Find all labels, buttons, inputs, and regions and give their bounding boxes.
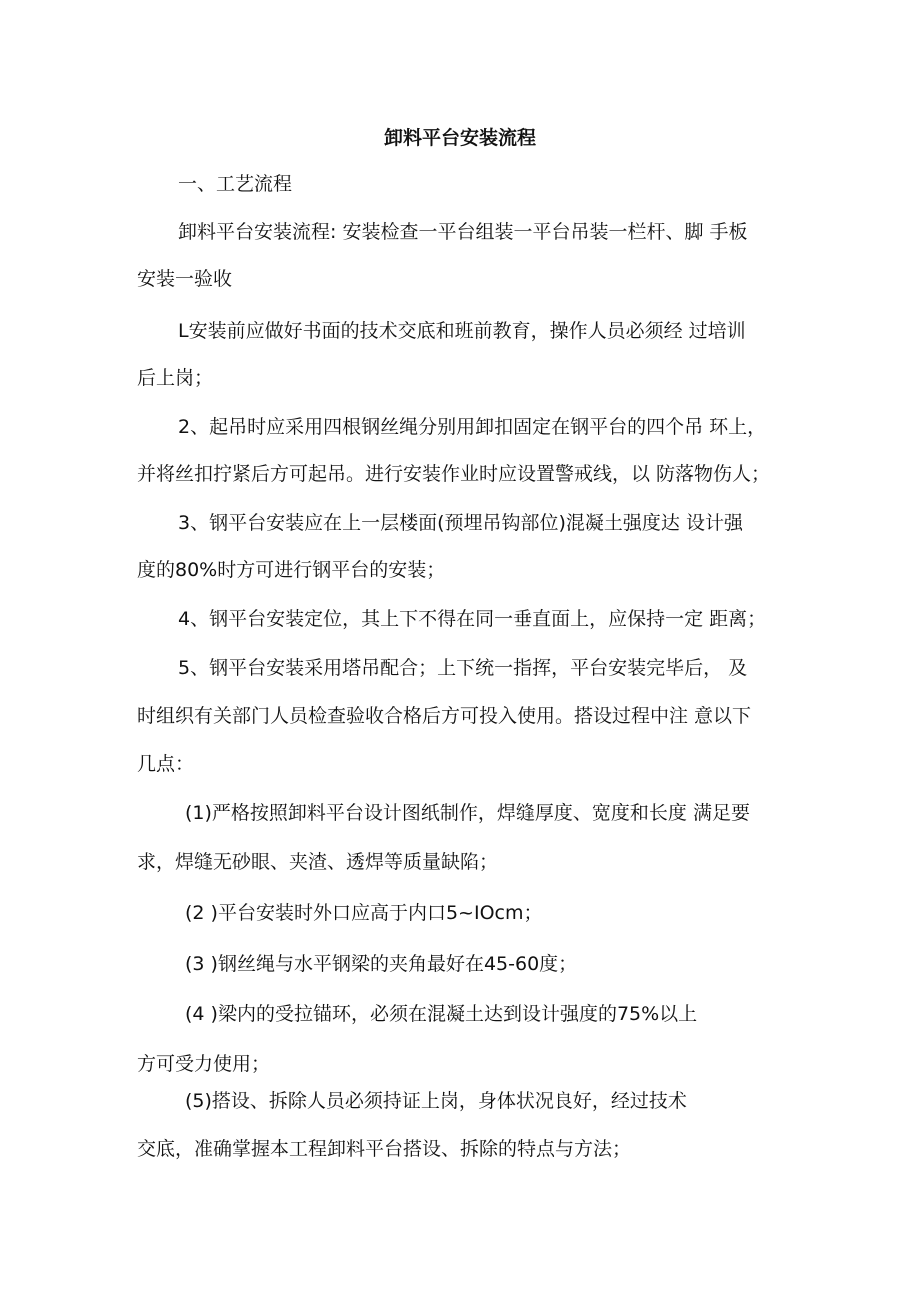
paragraph-line: 几点： bbox=[137, 753, 195, 775]
paragraph-line: 求，焊缝无砂眼、夹渣、透焊等质量缺陷； bbox=[137, 851, 499, 873]
paragraph-line: 交底，准确掌握本工程卸料平台搭设、拆除的特点与方法； bbox=[137, 1138, 632, 1160]
paragraph-line: 并将丝扣拧紧后方可起吊。进行安装作业时应设置警戒线，以 防落物伤人； bbox=[137, 463, 771, 485]
paragraph-line: (5)搭设、拆除人员必须持证上岗，身体状况良好，经过技术 bbox=[185, 1090, 687, 1112]
paragraph-line: 5、钢平台安装采用塔吊配合；上下统一指挥，平台安装完毕后， 及 bbox=[178, 657, 748, 679]
paragraph-line: 时组织有关部门人员检查验收合格后方可投入使用。搭设过程中注 意以下 bbox=[137, 705, 752, 727]
document-title: 卸料平台安装流程 bbox=[383, 127, 536, 149]
paragraph-line: L安装前应做好书面的技术交底和班前教育，操作人员必须经 过培训 bbox=[178, 320, 746, 342]
paragraph-line: (1)严格按照卸料平台设计图纸制作，焊缝厚度、宽度和长度 满足要 bbox=[185, 802, 750, 824]
paragraph-line: (2 )平台安装时外口应高于内口5~IOcm； bbox=[185, 902, 543, 924]
paragraph-line: 后上岗； bbox=[137, 367, 214, 389]
paragraph-line: 4、钢平台安装定位，其上下不得在同一垂直面上，应保持一定 距离； bbox=[178, 608, 767, 630]
section-heading: 一、工艺流程 bbox=[178, 173, 293, 195]
paragraph-line: (3 )钢丝绳与水平钢梁的夹角最好在45-60度； bbox=[185, 953, 578, 975]
paragraph-line: 安装一验收 bbox=[137, 268, 233, 290]
paragraph-line: 2、起吊时应采用四根钢丝绳分别用卸扣固定在钢平台的四个吊 环上， bbox=[178, 416, 767, 438]
paragraph-line: 卸料平台安装流程: 安装检查一平台组装一平台吊装一栏杆、脚 手板 bbox=[178, 221, 748, 243]
paragraph-line: 度的80%时方可进行钢平台的安装； bbox=[137, 559, 446, 581]
paragraph-line: 方可受力使用； bbox=[137, 1053, 271, 1075]
paragraph-line: 3、钢平台安装应在上一层楼面(预埋吊钩部位)混凝土强度达 设计强 bbox=[178, 512, 743, 534]
paragraph-line: (4 )梁内的受拉锚环，必须在混凝土达到设计强度的75%以上 bbox=[185, 1003, 698, 1025]
